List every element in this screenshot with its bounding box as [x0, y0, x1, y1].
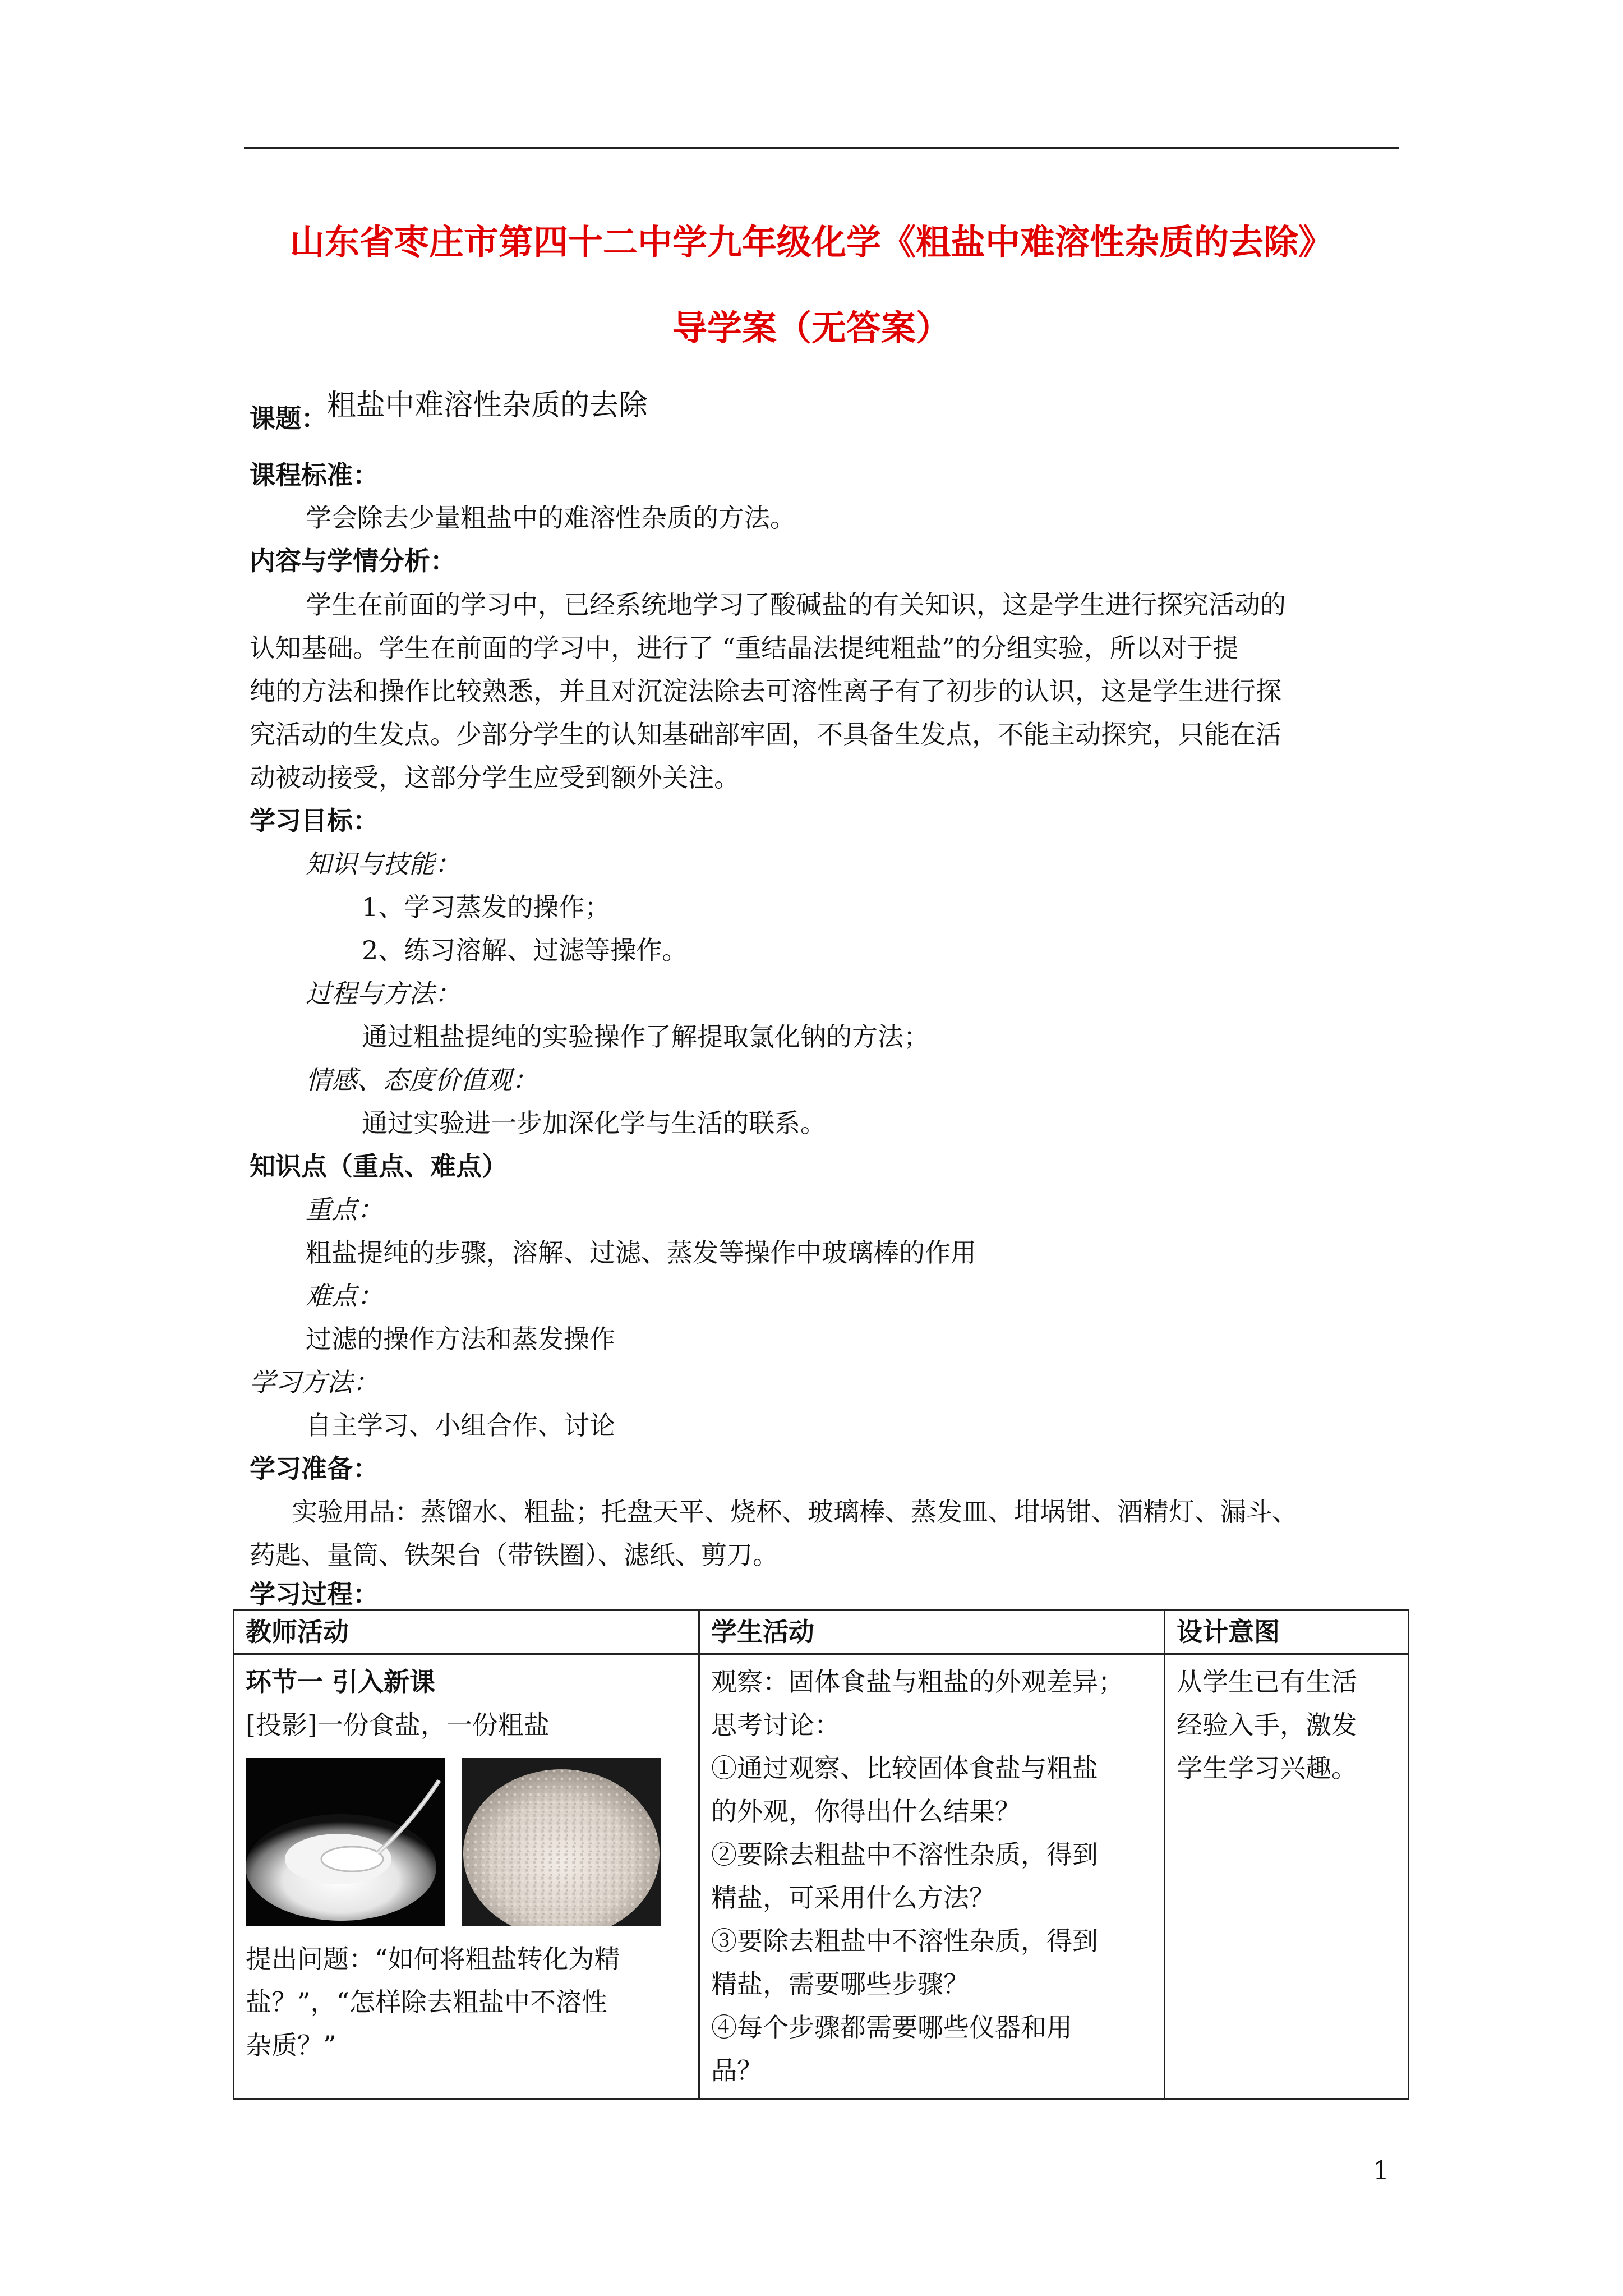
- question-line: 提出问题：“如何将粗盐转化为精: [246, 1944, 620, 1974]
- question-line: 杂质？”: [246, 2030, 336, 2060]
- prep-heading: 学习准备：: [250, 1453, 379, 1484]
- intent-line: 学生学习兴趣。: [1177, 1753, 1357, 1783]
- section-title: 环节一 引入新课: [246, 1667, 436, 1697]
- process-label: 过程与方法：: [306, 978, 460, 1009]
- student-line: ③要除去粗盐中不溶性杂质，得到: [711, 1926, 1098, 1956]
- method-text: 自主学习、小组合作、讨论: [306, 1410, 615, 1441]
- prep-line: 实验用品：蒸馏水、粗盐；托盘天平、烧杯、玻璃棒、蒸发皿、坩埚钳、酒精灯、漏斗、: [292, 1497, 1298, 1527]
- prep-line: 药匙、量筒、铁架台（带铁圈）、滤纸、剪刀。: [250, 1540, 778, 1570]
- teacher-activity-cell: [234, 1654, 699, 2099]
- analysis-line: 学生在前面的学习中，已经系统地学习了酸碱盐的有关知识，这是学生进行探究活动的: [306, 590, 1286, 620]
- student-line: 精盐，需要哪些步骤？: [711, 1969, 969, 1999]
- column-header-student: 学生活动: [699, 1610, 1165, 1654]
- analysis-line: 纯的方法和操作比较熟悉，并且对沉淀法除去可溶性离子有了初步的认识，这是学生进行探: [250, 676, 1281, 706]
- analysis-line: 究活动的生发点。少部分学生的认知基础部牢固，不具备生发点，不能主动探究，只能在活: [250, 719, 1281, 749]
- projection-text: [投影]一份食盐，一份粗盐: [246, 1710, 550, 1740]
- student-line: 思考讨论：: [711, 1710, 840, 1740]
- table-salt-image: [246, 1758, 445, 1926]
- process-text: 通过粗盐提纯的实验操作了解提取氯化钠的方法；: [362, 1022, 929, 1052]
- column-header-teacher: 教师活动: [234, 1610, 699, 1654]
- analysis-heading: 内容与学情分析：: [250, 546, 456, 576]
- subject-label: 课题：: [250, 403, 327, 434]
- table-row: [234, 1654, 1409, 2099]
- key-point-label: 重点：: [306, 1194, 383, 1225]
- salt-photos: [246, 1758, 687, 1926]
- standard-text: 学会除去少量粗盐中的难溶性杂质的方法。: [306, 503, 796, 533]
- knowledge-item: 1、学习蒸发的操作；: [362, 892, 611, 922]
- coarse-salt-image: [462, 1758, 661, 1926]
- table-header-row: [234, 1610, 1409, 1654]
- standard-heading: 课程标准：: [250, 460, 379, 490]
- student-activity-cell: [699, 1654, 1165, 2099]
- intent-line: 经验入手，激发: [1177, 1710, 1357, 1740]
- page-number: 1: [1373, 2155, 1390, 2185]
- student-line: 精盐，可采用什么方法？: [711, 1883, 995, 1913]
- emotion-label: 情感、态度价值观：: [306, 1065, 538, 1095]
- hard-point-label: 难点：: [306, 1281, 383, 1311]
- student-line: 品？: [711, 2055, 763, 2086]
- knowledge-label: 知识与技能：: [306, 849, 460, 879]
- emotion-text: 通过实验进一步加深化学与生活的联系。: [362, 1108, 826, 1138]
- method-label: 学习方法：: [250, 1367, 379, 1397]
- student-line: 观察：固体食盐与粗盐的外观差异；: [711, 1667, 1124, 1697]
- subject-row: [250, 389, 648, 435]
- student-line: 的外观，你得出什么结果？: [711, 1796, 1021, 1826]
- student-line: ②要除去粗盐中不溶性杂质，得到: [711, 1839, 1098, 1870]
- analysis-line: 认知基础。学生在前面的学习中，进行了 “重结晶法提纯粗盐”的分组实验，所以对于提: [250, 633, 1239, 663]
- header-rule: [244, 147, 1399, 149]
- document-title-line1: 山东省枣庄市第四十二中学九年级化学《粗盐中难溶性杂质的去除》: [289, 222, 1333, 263]
- learning-process-table: [233, 1609, 1409, 2100]
- design-intent-cell: [1165, 1654, 1409, 2099]
- analysis-line: 动被动接受，这部分学生应受到额外关注。: [250, 762, 740, 793]
- goals-heading: 学习目标：: [250, 806, 379, 836]
- knowledge-item: 2、练习溶解、过滤等操作。: [362, 935, 688, 965]
- hard-point-text: 过滤的操作方法和蒸发操作: [306, 1324, 615, 1354]
- key-point-text: 粗盐提纯的步骤，溶解、过滤、蒸发等操作中玻璃棒的作用: [306, 1237, 976, 1268]
- student-line: ④每个步骤都需要哪些仪器和用: [711, 2012, 1072, 2042]
- process-heading: 学习过程：: [250, 1579, 379, 1609]
- intent-line: 从学生已有生活: [1177, 1667, 1357, 1697]
- subject-value: 粗盐中难溶性杂质的去除: [327, 389, 648, 422]
- column-header-intent: 设计意图: [1165, 1610, 1409, 1654]
- student-line: ①通过观察、比较固体食盐与粗盐: [711, 1753, 1098, 1783]
- question-line: 盐？”，“怎样除去粗盐中不溶性: [246, 1987, 608, 2017]
- points-heading: 知识点（重点、难点）: [250, 1151, 508, 1181]
- document-title-line2: 导学案（无答案）: [672, 307, 951, 348]
